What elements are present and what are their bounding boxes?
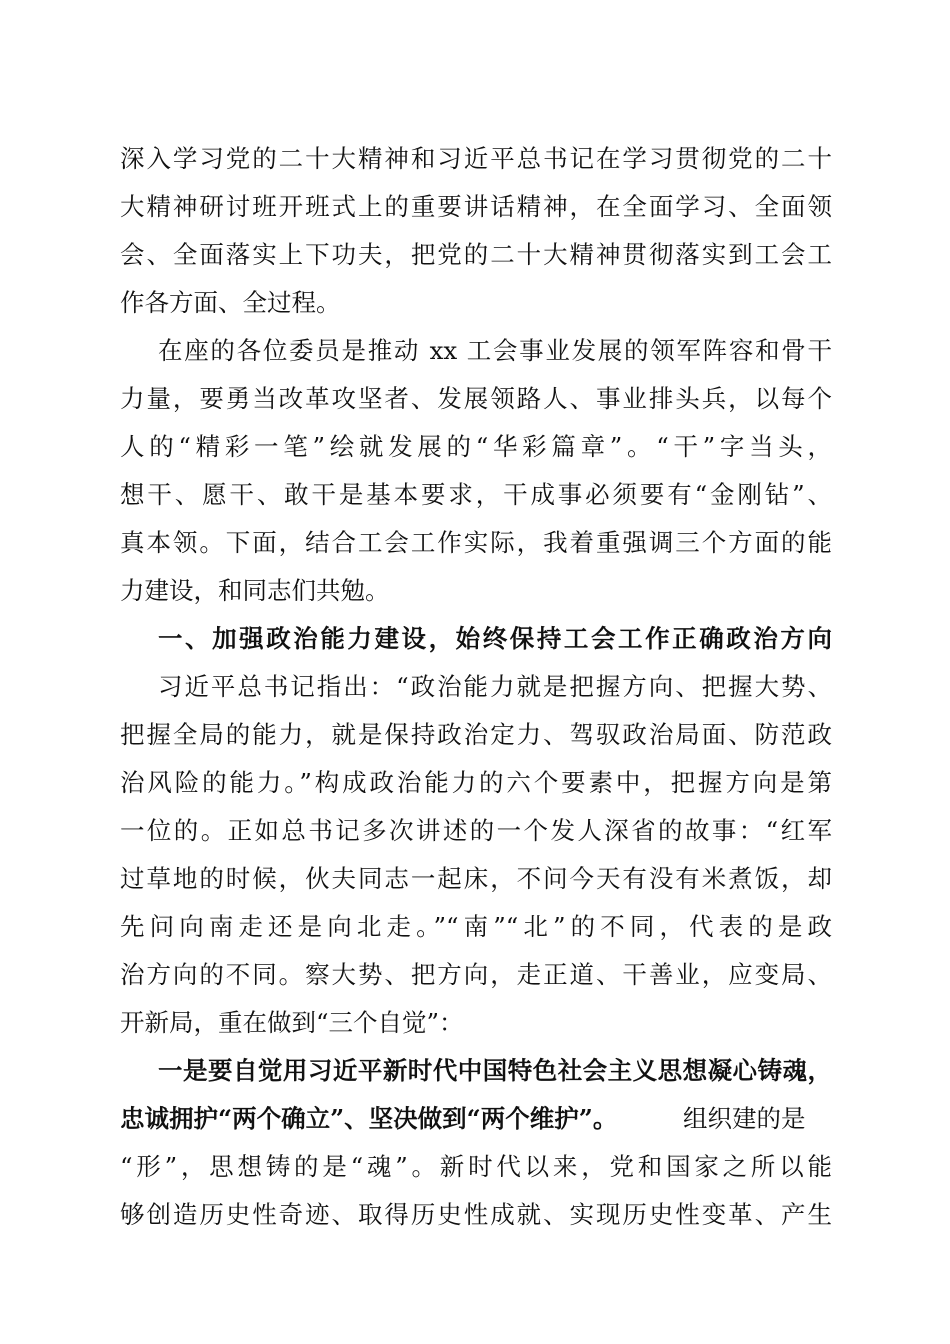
text-line: 开新局，重在做到“三个自觉”：: [120, 1008, 464, 1037]
text-line: “形”，思想铸的是“魂”。新时代以来，党和国家之所以能: [120, 1152, 832, 1181]
bold-text-line: 忠诚拥护“两个确立”、坚决做到“两个维护”。: [120, 1104, 618, 1133]
text-line: 想干、愿干、敢干是基本要求，干成事必须要有“金刚钻”、: [120, 480, 832, 509]
text-line: 治方向的不同。察大势、把方向，走正道、干善业，应变局、: [120, 960, 832, 989]
text-line: 会、全面落实上下功夫，把党的二十大精神贯彻落实到工会工: [120, 240, 832, 269]
text-line: 力量，要勇当改革攻坚者、发展领路人、事业排头兵，以每个: [120, 384, 832, 413]
text-line: 真本领。下面，结合工会工作实际，我着重强调三个方面的能: [120, 528, 832, 557]
text-line: 一位的。正如总书记多次讲述的一个发人深省的故事：“红军: [120, 816, 832, 845]
text-line: 作各方面、全过程。: [120, 288, 341, 317]
text-line: 在座的各位委员是推动 xx 工会事业发展的领军阵容和骨干: [158, 336, 832, 365]
text-line: 够创造历史性奇迹、取得历史性成就、实现历史性变革、产生: [120, 1200, 832, 1229]
section-heading: 一、加强政治能力建设，始终保持工会工作正确政治方向: [158, 624, 832, 653]
text-line: 习近平总书记指出：“政治能力就是把握方向、把握大势、: [158, 672, 832, 701]
bold-text-line: 一是要自觉用习近平新时代中国特色社会主义思想凝心铸魂，: [158, 1056, 832, 1085]
text-line: 深入学习党的二十大精神和习近平总书记在学习贯彻党的二十: [120, 144, 832, 173]
text-line: 组织建的是: [683, 1104, 806, 1133]
text-line: 力建设，和同志们共勉。: [120, 576, 390, 605]
text-line: 过草地的时候，伙夫同志一起床，不问今天有没有米煮饭，却: [120, 864, 832, 893]
text-line: 人的“精彩一笔”绘就发展的“华彩篇章”。“干”字当头，: [120, 432, 832, 461]
text-line: 先问向南走还是向北走。”“南”“北”的不同，代表的是政: [120, 912, 832, 941]
text-line: 把握全局的能力，就是保持政治定力、驾驭政治局面、防范政: [120, 720, 832, 749]
text-line: 大精神研讨班开班式上的重要讲话精神，在全面学习、全面领: [120, 192, 832, 221]
text-line: 治风险的能力。”构成政治能力的六个要素中，把握方向是第: [120, 768, 832, 797]
